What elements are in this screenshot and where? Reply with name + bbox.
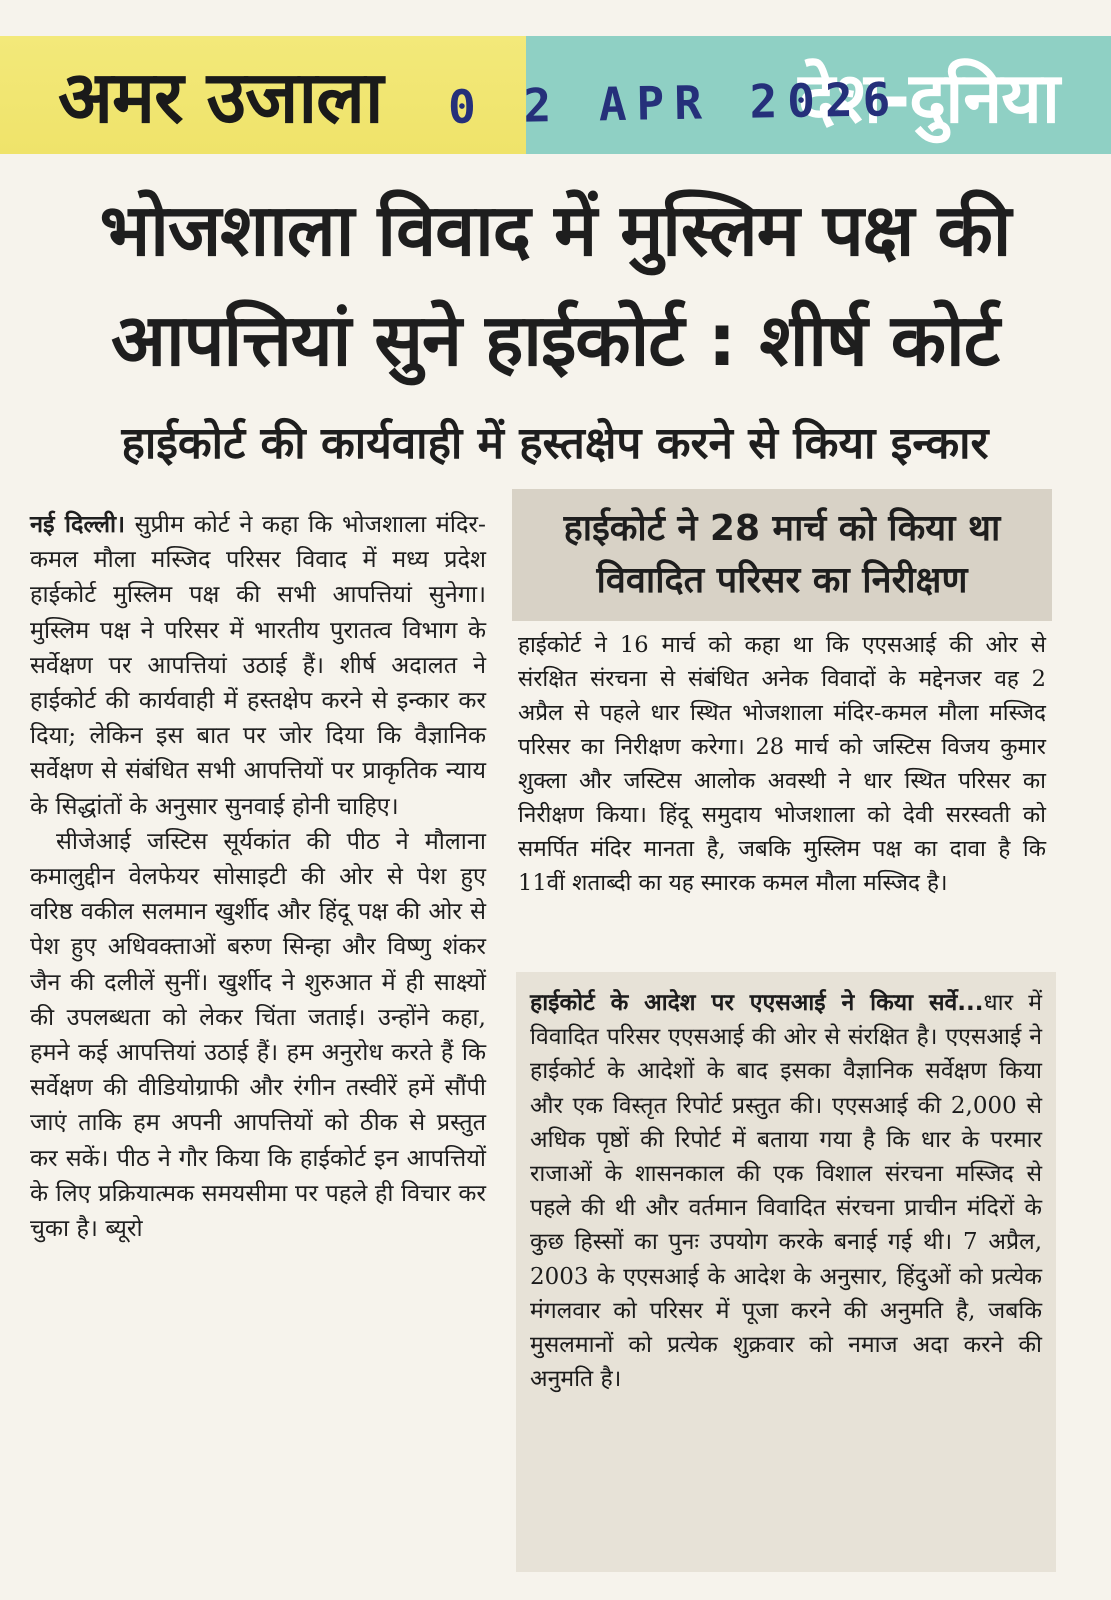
headline-line-2: आपत्तियां सुने हाईकोर्ट : शीर्ष कोर्ट: [111, 298, 999, 382]
article-paragraph-1: [30, 507, 486, 824]
headline-line-1: भोजशाला विवाद में मुस्लिम पक्ष की: [99, 188, 1011, 272]
sidebar-box-1-body: हाईकोर्ट ने 16 मार्च को कहा था कि एएसआई की ओर से संरक्षित संरचना से संबंधित अनेक विवादों के मद्देनजर वह 2 अप्रैल से पहले धार स्थित भोजशाला मंदिर-कमल मौला मस्जिद परिसर का निरीक्षण करेगा। 28 मार्च को जस्टिस विजय कुमार शुक्ला और जस्टिस आलोक अवस्थी ने धार स्थित परिसर का निरीक्षण किया। हिंदू समुदाय भोजशाला को देवी सरस्वती को समर्पित मंदिर मानता है, जबकि मुस्लिम पक्ष का दावा है कि 11वीं शताब्दी का यह स्मारक कमल मौला मस्जिद है।: [518, 632, 1046, 896]
main-article-column: [30, 507, 486, 1246]
masthead: [0, 36, 1111, 154]
sidebar-box-2-kicker: हाईकोर्ट के आदेश पर एएसआई ने किया सर्वे...: [530, 990, 984, 1016]
newspaper-logo: अमर उजाला: [58, 55, 383, 139]
subheadline: हाईकोर्ट की कार्यवाही में हस्तक्षेप करने से किया इन्कार: [121, 418, 989, 469]
article-paragraph-1-text: सुप्रीम कोर्ट ने कहा कि भोजशाला मंदिर-कमल मौला मस्जिद परिसर विवाद में मध्य प्रदेश हाईकोर्ट मुस्लिम पक्ष की सभी आपत्तियां सुनेगा। मुस्लिम पक्ष ने परिसर में भारतीय पुरातत्व विभाग के सर्वेक्षण पर आपत्तियां उठाई हैं। शीर्ष अदालत ने हाईकोर्ट की कार्यवाही में हस्तक्षेप करने से इन्कार कर दिया; लेकिन इस बात पर जोर दिया कि वैज्ञानिक सर्वेक्षण से संबंधित सभी आपत्तियों पर प्राकृतिक न्याय के सिद्धांतों के अनुसार सुनवाई होनी चाहिए।: [30, 510, 486, 820]
sidebar-box-2: [516, 972, 1056, 1572]
section-title: देश-दुनिया: [798, 57, 1059, 139]
date-stamp: 0 2 APR 2026: [447, 72, 901, 134]
sidebar-box-1-heading: [512, 489, 1052, 621]
article-paragraph-2: सीजेआई जस्टिस सूर्यकांत की पीठ ने मौलाना कमालुद्दीन वेलफेयर सोसाइटी की ओर से पेश हुए वरिष्ठ वकील सलमान खुर्शीद और हिंदू पक्ष की ओर से पेश हुए अधिवक्ताओं बरुण सिन्हा और विष्णु शंकर जैन की दलीलें सुनीं। खुर्शीद ने शुरुआत में ही साक्ष्यों की उपलब्धता को लेकर चिंता जताई। उन्होंने कहा, हमने कई आपत्तियां उठाई हैं। हम अनुरोध करते हैं कि सर्वेक्षण की वीडियोग्राफी और रंगीन तस्वीरें हमें सौंपी जाएं ताकि हम अपनी आपत्तियों को ठीक से प्रस्तुत कर सकें। पीठ ने गौर किया कि हाईकोर्ट इन आपत्तियों के लिए प्रक्रियात्मक समयसीमा पर पहले ही विचार कर चुका है। ब्यूरो: [30, 826, 486, 1243]
sidebar-box-1-title: हाईकोर्ट ने 28 मार्च को किया था विवादित परिसर का निरीक्षण: [563, 508, 1001, 601]
sidebar-box-2-text: धार में विवादित परिसर एएसआई की ओर से संरक्षित है। एएसआई ने हाईकोर्ट के आदेशों के बाद इसका वैज्ञानिक सर्वेक्षण किया और एक विस्तृत रिपोर्ट प्रस्तुत की। एएसआई की 2,000 से अधिक पृष्ठों की रिपोर्ट में बताया गया है कि धार के परमार राजाओं के शासनकाल की एक विशाल संरचना मस्जिद से पहले की थी और वर्तमान विवादित संरचना प्राचीन मंदिरों के कुछ हिस्सों का पुनः उपयोग करके बनाई गई थी। 7 अप्रैल, 2003 के एएसआई के आदेश के अनुसार, हिंदुओं को प्रत्येक मंगलवार को परिसर में पूजा करने की अनुमति है, जबकि मुसलमानों को प्रत्येक शुक्रवार को नमाज अदा करने की अनुमति है।: [530, 990, 1042, 1393]
top-margin: [0, 0, 1111, 36]
dateline: नई दिल्ली।: [30, 510, 126, 538]
